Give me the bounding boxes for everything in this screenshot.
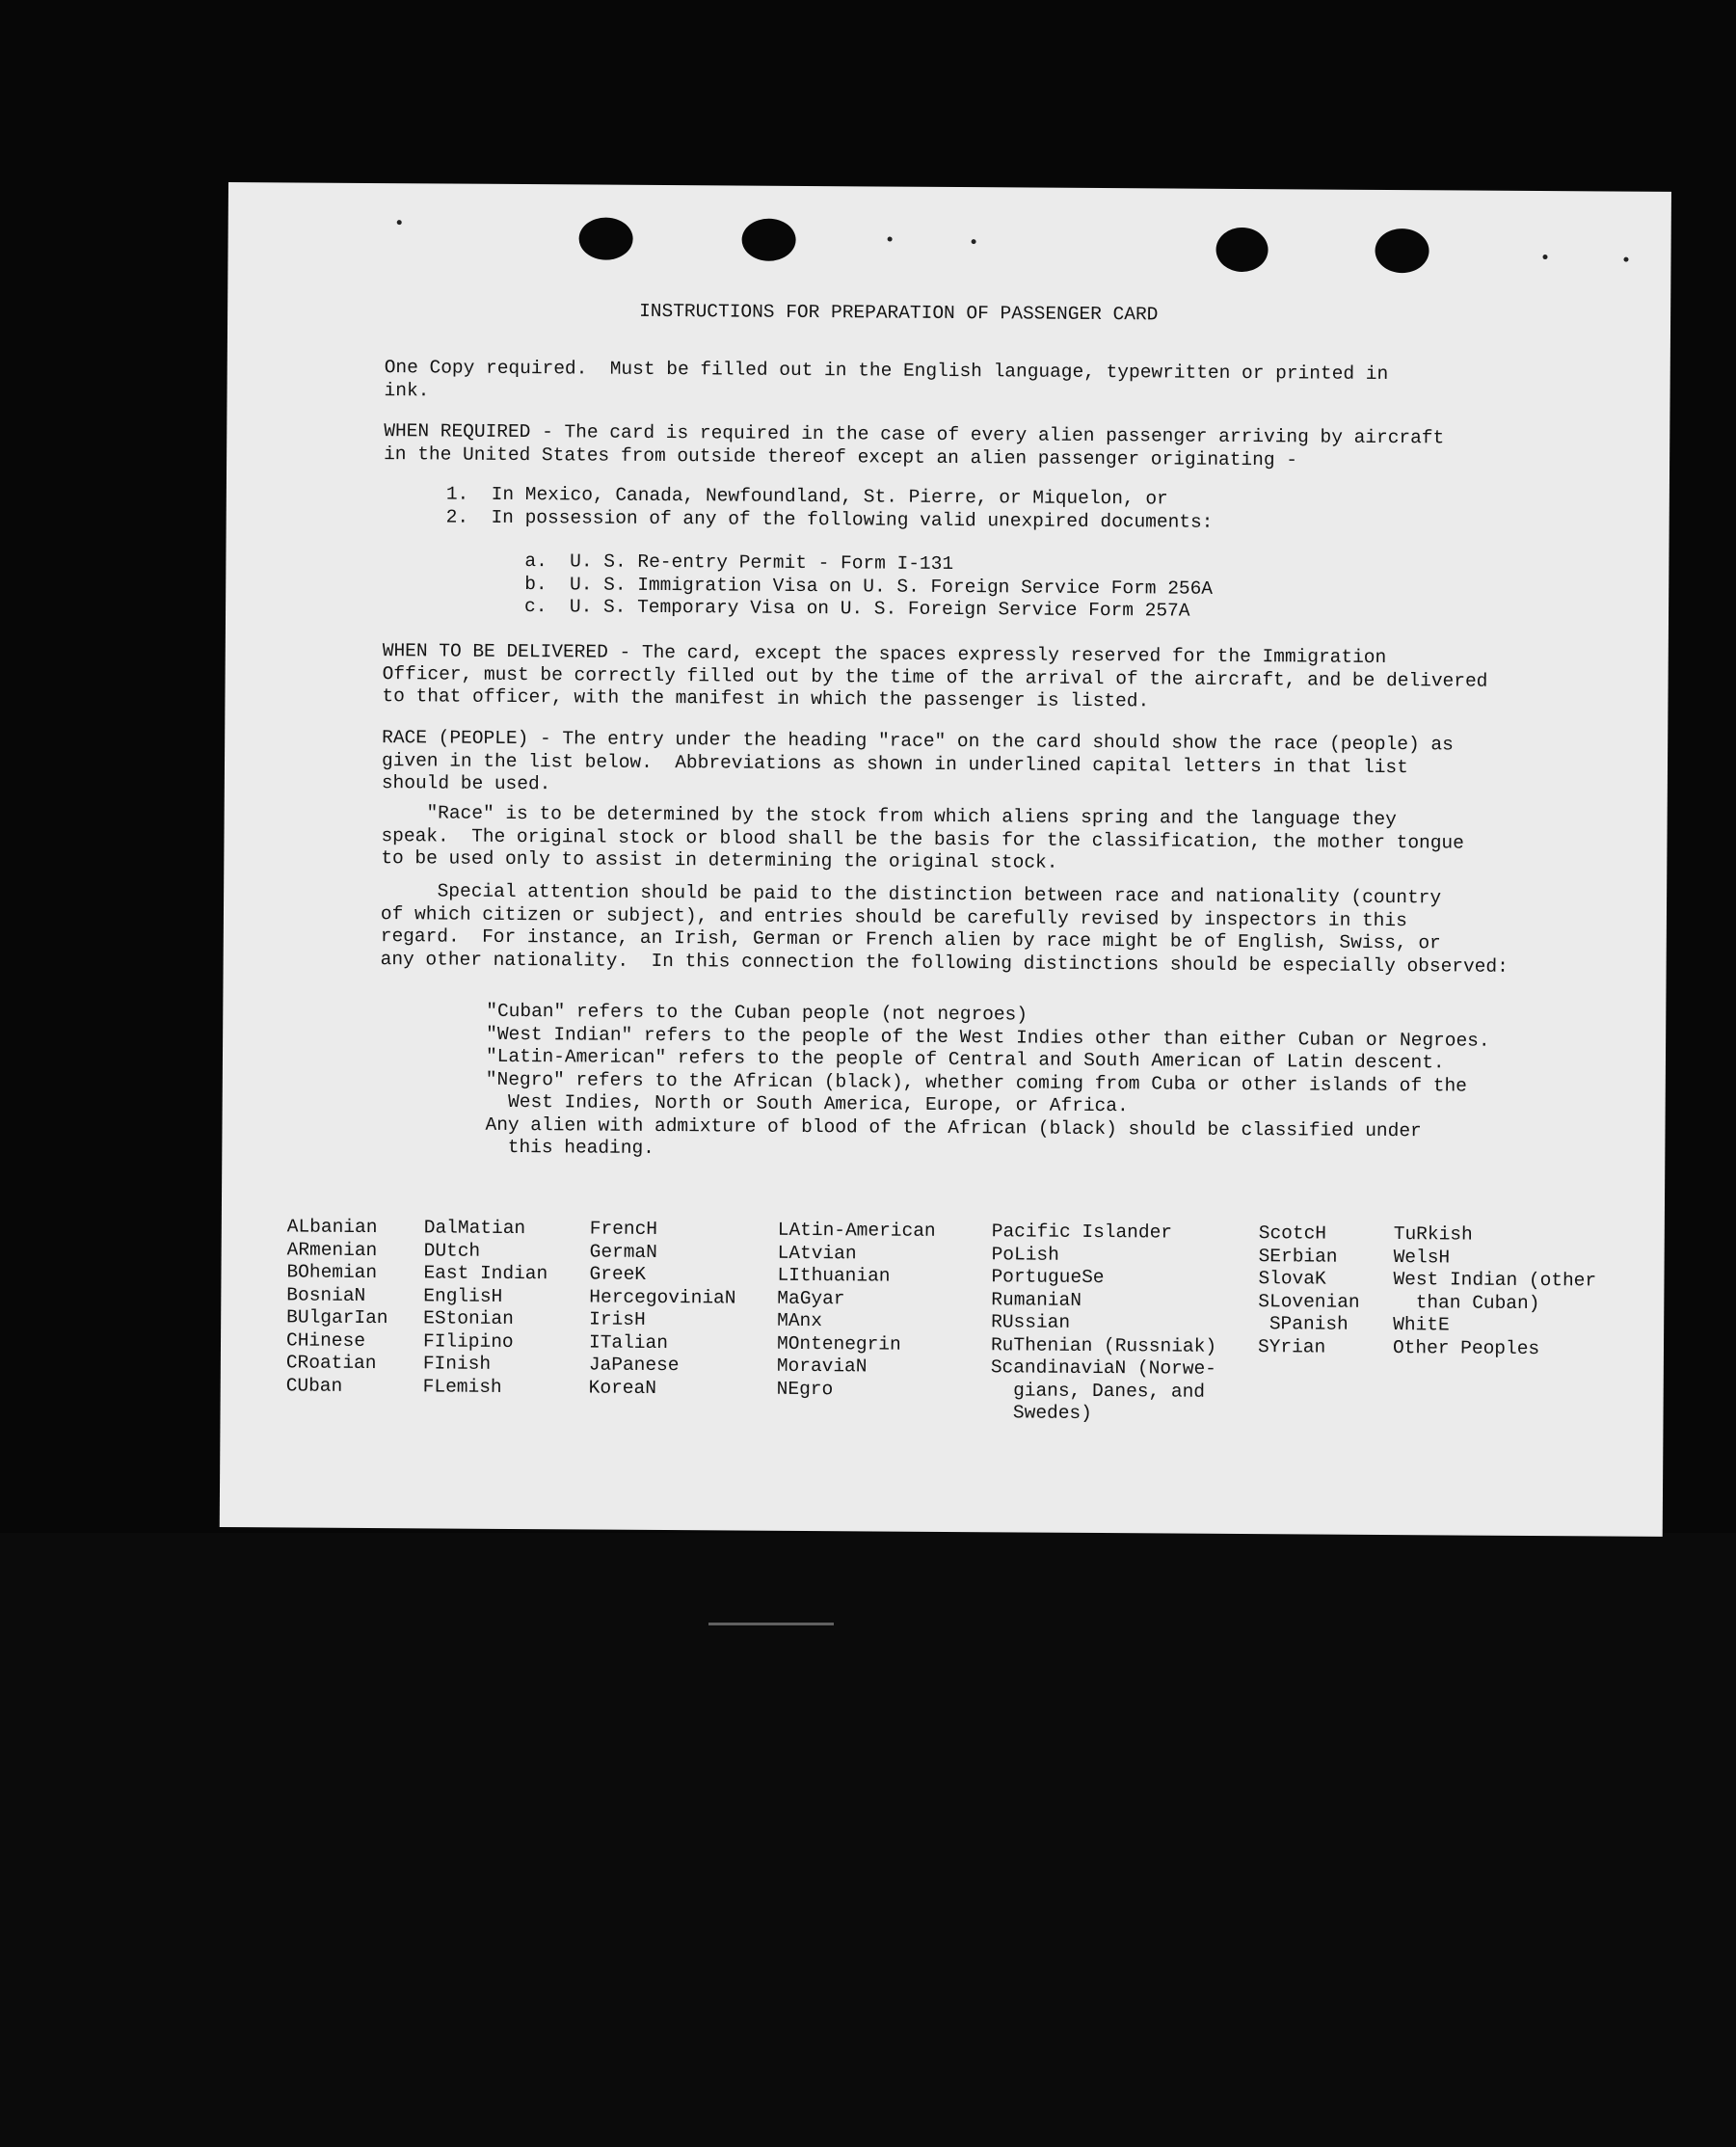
race-definition-paragraph: "Race" is to be determined by the stock from which aliens spring and the language they speak. The original stock or blood shall be the basis for the classification, the mother tongue to be used only to assist in determining the original stock. — [381, 802, 1464, 873]
race-item: LIthuanian — [777, 1264, 891, 1287]
race-item: MOntenegrin — [776, 1332, 901, 1355]
race-item: DUtch — [423, 1239, 481, 1262]
race-column-6 — [1258, 1222, 1360, 1359]
race-item: than Cuban) — [1393, 1291, 1540, 1314]
race-item: TuRkish — [1393, 1223, 1473, 1246]
race-item: LAtvian — [777, 1242, 857, 1264]
race-item: SPanish — [1258, 1313, 1349, 1335]
dust-speck — [1623, 257, 1628, 262]
punch-hole — [741, 219, 795, 261]
race-item: Pacific Islander — [991, 1221, 1173, 1244]
race-item: GermaN — [589, 1241, 657, 1263]
dust-speck — [888, 237, 893, 242]
race-item: BUlgarIan — [286, 1306, 388, 1329]
race-item: JaPanese — [588, 1354, 680, 1377]
race-people-paragraph: RACE (PEOPLE) - The entry under the heading "race" on the card should show the race (people) as given in the list below. Abbreviations as shown in underlined capital letters in that list should be used. — [381, 727, 1454, 795]
punch-hole — [578, 217, 632, 259]
race-item: BOhemian — [286, 1261, 378, 1284]
race-column-5 — [990, 1221, 1216, 1426]
document-page — [220, 182, 1671, 1537]
punch-hole — [1375, 228, 1429, 273]
dust-speck — [972, 239, 976, 244]
exceptions-list: 1. In Mexico, Canada, Newfoundland, St. Pierre, or Miquelon, or 2. In possession of any of the following valid unexpired documents: — [445, 483, 1214, 533]
race-item: gians, Danes, and — [990, 1379, 1206, 1403]
punch-hole — [1215, 228, 1268, 272]
race-item: RUssian — [991, 1311, 1071, 1333]
race-column-4 — [777, 1220, 936, 1402]
race-item: MAnx — [777, 1309, 823, 1332]
race-item: GreeK — [589, 1263, 647, 1285]
race-item: SlovaK — [1258, 1268, 1326, 1290]
race-item: FLemish — [422, 1375, 502, 1398]
document-title: INSTRUCTIONS FOR PREPARATION OF PASSENGER CARD — [639, 300, 1159, 326]
special-attention-paragraph: Special attention should be paid to the distinction between race and nationality (country of which citizen or subject), and entries should be carefully revised by inspectors in this regard. For instance, an Irish, German or French alien by race might be of English, Swiss, or any other nationality. In this connection the following distinctions should be especially observed: — [380, 880, 1509, 978]
race-item: ITalian — [588, 1331, 669, 1354]
when-required-paragraph: WHEN REQUIRED - The card is required in the case of every alien passenger arriving by aircraft in the United States from outside thereof except an alien passenger originating - — [384, 420, 1445, 470]
when-delivered-paragraph: WHEN TO BE DELIVERED - The card, except the spaces expressly reserved for the Immigration Officer, must be correctly filled out by the time of the arrival of the aircraft, and be delivered to that officer, with the manifest in which the passenger is listed. — [382, 640, 1488, 712]
race-item: East Indian — [423, 1262, 548, 1285]
race-item: West Indian (other — [1393, 1269, 1597, 1292]
race-item: Swedes) — [990, 1402, 1092, 1424]
race-item: WhitE — [1393, 1314, 1450, 1336]
race-item: RumaniaN — [991, 1288, 1082, 1311]
race-list — [285, 1216, 1655, 1436]
race-item: BosniaN — [286, 1283, 366, 1306]
race-item: ScotcH — [1258, 1222, 1327, 1245]
race-item: RuThenian (Russniak) — [990, 1333, 1217, 1357]
race-item: PoLish — [991, 1243, 1059, 1266]
race-item: DalMatian — [423, 1217, 526, 1240]
race-column-7 — [1393, 1223, 1597, 1360]
race-item: ARmenian — [286, 1238, 378, 1261]
race-item: PortugueSe — [991, 1266, 1105, 1289]
race-item: ALbanian — [286, 1216, 378, 1239]
distinctions-list: "Cuban" refers to the Cuban people (not negroes) "West Indian" refers to the people of the West Indies other than either Cuban or Negroes. "Latin-American" refers to the people of Central and South American of Latin descent. "Negro" refers to the African (black), whether coming from Cuba or other islands of the West Indies, North or South America, Europe, or Africa. Any alien with admixture of blood of the African (black) should be classified under this heading. — [485, 1000, 1490, 1159]
race-item: FrencH — [589, 1218, 658, 1240]
race-item: FIlipino — [422, 1329, 514, 1353]
race-item: IrisH — [589, 1308, 646, 1330]
race-item: KoreaN — [588, 1377, 657, 1399]
race-item: SYrian — [1257, 1335, 1326, 1358]
race-item: CHinese — [285, 1328, 366, 1352]
race-item: ScandinaviaN (Norwe- — [990, 1356, 1216, 1380]
race-column-2 — [423, 1217, 548, 1399]
race-item: FInish — [422, 1353, 492, 1375]
dust-speck — [1542, 255, 1547, 259]
race-item: EnglisH — [423, 1284, 503, 1307]
race-item: CRoatian — [285, 1352, 377, 1375]
race-item: MoraviaN — [776, 1355, 868, 1378]
race-item: SLovenian — [1258, 1290, 1360, 1313]
race-item: Other Peoples — [1392, 1336, 1540, 1359]
race-item: NEgro — [776, 1378, 834, 1400]
race-item: MaGyar — [777, 1287, 845, 1309]
race-column-3 — [589, 1219, 736, 1401]
race-item: WelsH — [1393, 1246, 1451, 1268]
dark-background-band — [0, 1533, 1736, 2147]
dust-speck — [397, 220, 402, 225]
intro-paragraph: One Copy required. Must be filled out in the English language, typewritten or printed in ink. — [384, 357, 1389, 401]
documents-list: a. U. S. Re-entry Permit - Form I-131 b. U. S. Immigration Visa on U. S. Foreign Service Form 256A c. U. S. Temporary Visa on U. S. Foreign Service Form 257A — [524, 550, 1214, 622]
race-item: SErbian — [1258, 1245, 1338, 1268]
race-column-1 — [286, 1216, 389, 1398]
race-item: CUban — [285, 1374, 343, 1397]
race-item: HercegoviniaN — [589, 1286, 736, 1309]
race-item: LAtin-American — [777, 1219, 936, 1242]
scan-streak — [708, 1623, 834, 1625]
race-item: EStonian — [423, 1307, 514, 1329]
